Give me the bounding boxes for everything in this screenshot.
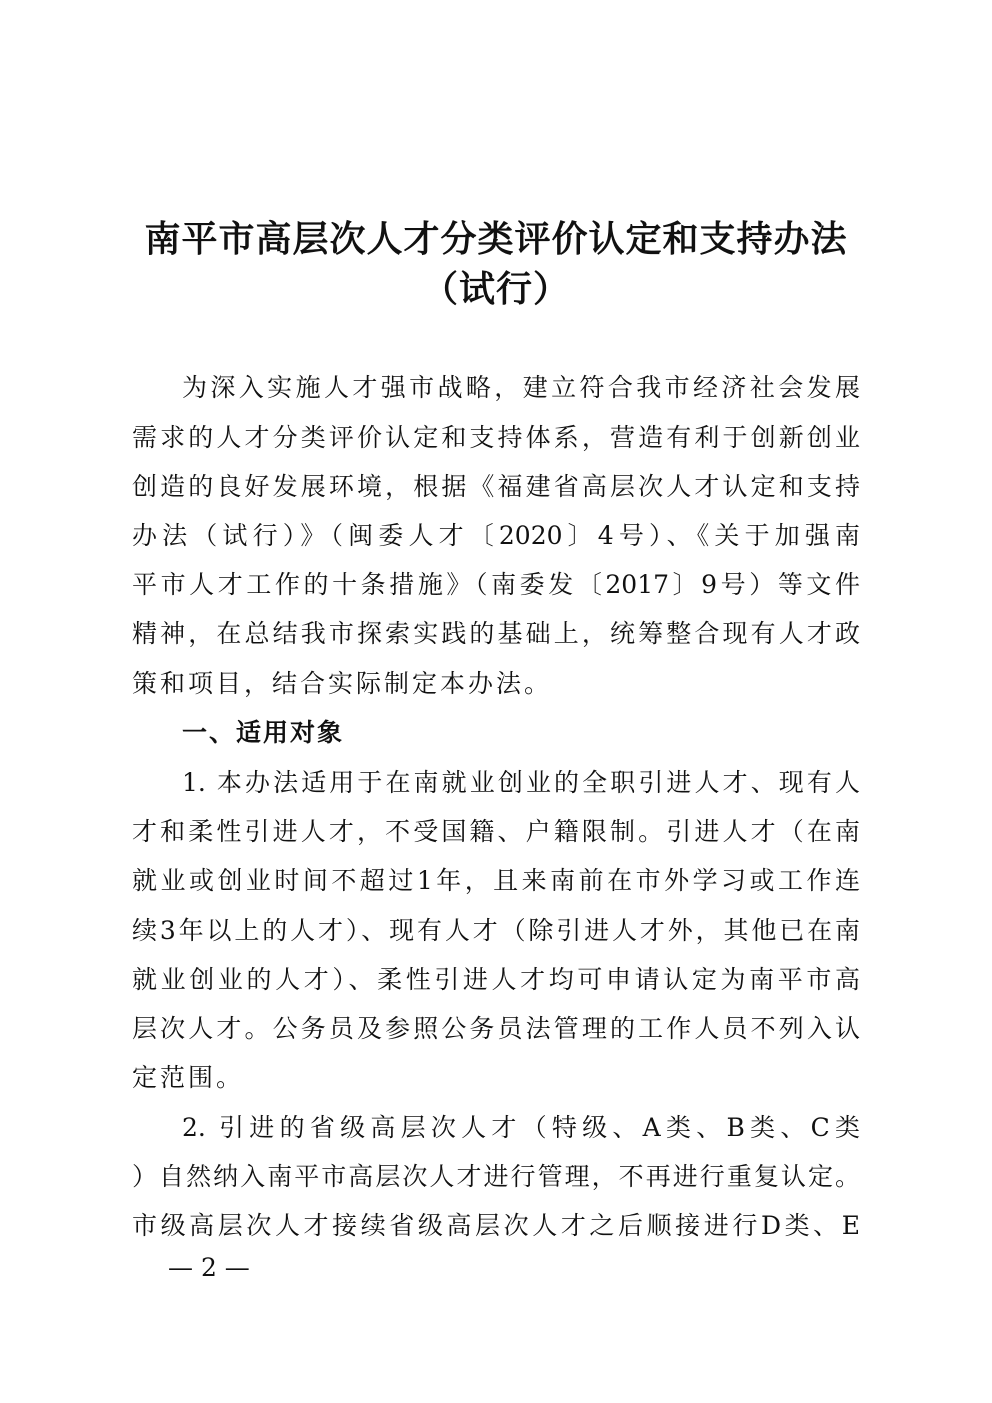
paragraph-line: 2. 引进的省级高层次人才（特级、A类、B类、C类 — [182, 1113, 860, 1142]
paragraph-line: 层次人才。公务员及参照公务员法管理的工作人员不列入认 — [132, 1014, 860, 1043]
paragraph-line: 就业创业的人才）、柔性引进人才均可申请认定为南平市高 — [132, 965, 860, 994]
paragraph-line: ）自然纳入南平市高层次人才进行管理，不再进行重复认定。 — [132, 1162, 860, 1191]
paragraph-line: 就业或创业时间不超过1年，且来南前在市外学习或工作连 — [132, 866, 860, 895]
paragraph-line: 续3年以上的人才）、现有人才（除引进人才外，其他已在南 — [132, 916, 860, 945]
paragraph-line: 办法（试行）》（闽委人才〔2020〕4号）、《关于加强南 — [132, 521, 860, 550]
paragraph-line: 定范围。 — [132, 1063, 245, 1092]
paragraph-line: 精神，在总结我市探索实践的基础上，统筹整合现有人才政 — [132, 619, 860, 648]
paragraph-line: 市级高层次人才接续省级高层次人才之后顺接进行D类、E — [132, 1211, 860, 1240]
document-title-subtitle: （试行） — [421, 269, 570, 310]
paragraph-line: 平市人才工作的十条措施》（南委发〔2017〕9号）等文件 — [132, 570, 860, 599]
paragraph-line: 才和柔性引进人才，不受国籍、户籍限制。引进人才（在南 — [132, 817, 860, 846]
document-title: 南平市高层次人才分类评价认定和支持办法 — [144, 219, 848, 260]
page-number: — 2 — — [168, 1253, 250, 1282]
paragraph-line: 1. 本办法适用于在南就业创业的全职引进人才、现有人 — [182, 768, 860, 797]
section-heading: 一、适用对象 — [182, 718, 345, 747]
paragraph-line: 创造的良好发展环境，根据《福建省高层次人才认定和支持 — [132, 472, 860, 501]
paragraph-line: 策和项目，结合实际制定本办法。 — [132, 669, 553, 698]
paragraph-line: 需求的人才分类评价认定和支持体系，营造有利于创新创业 — [132, 423, 860, 452]
paragraph-line: 为深入实施人才强市战略，建立符合我市经济社会发展 — [182, 373, 860, 402]
